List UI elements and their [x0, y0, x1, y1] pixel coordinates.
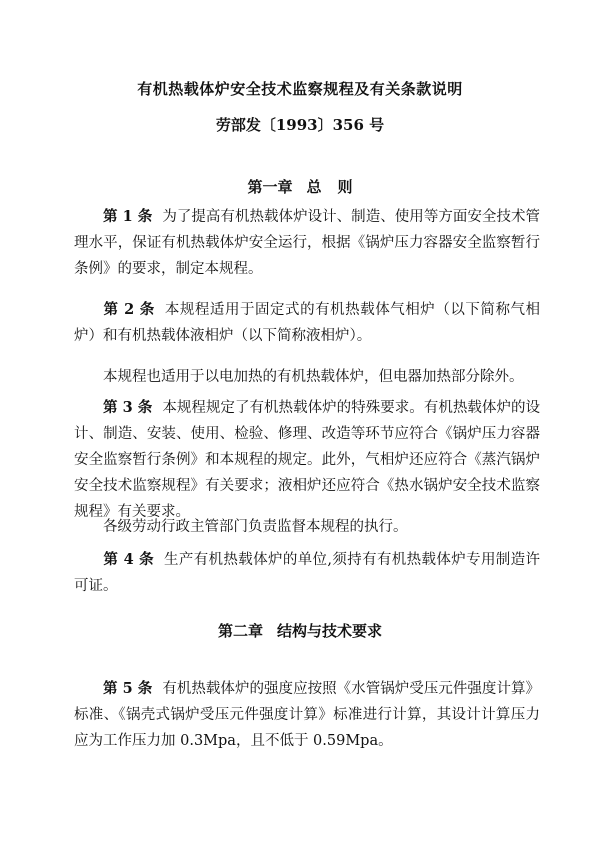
document-title: 有机热载体炉安全技术监察规程及有关条款说明: [137, 80, 463, 98]
article-number: 第 4 条: [103, 551, 154, 568]
article-text: 本规程规定了有机热载体炉的特殊要求。有机热载体炉的设计、制造、安装、使用、检验、修理、改造等环节应符合《锅炉压力容器安全监察暂行条例》和本规程的规定。此外，气相炉还应符合《蒸汽锅炉安全技术监察规程》有关要求；液相炉还应符合《热水锅炉安全技术监察规程》有关要求。: [74, 400, 541, 520]
article-number: 第 5 条: [103, 680, 153, 697]
article-text: 生产有机热载体炉的单位,须持有有机热载体炉专用制造许可证。: [74, 552, 541, 594]
article-paragraph: [74, 514, 540, 540]
article-text: 有机热载体炉的强度应按照《水管锅炉受压元件强度计算》标准、《锅壳式锅炉受压元件强度计算》标准进行计算，其设计计算压力应为工作压力加 0.3Mpa，且不低于 0.59Mpa。: [74, 681, 541, 749]
article-text: 为了提高有机热载体炉设计、制造、使用等方面安全技术管理水平，保证有机热载体炉安全运行，根据《锅炉压力容器安全监察暂行条例》的要求，制定本规程。: [74, 209, 541, 277]
article-paragraph: [74, 297, 540, 349]
article-paragraph: [74, 204, 540, 282]
article-number: 第 3 条: [103, 399, 153, 416]
article-text: 本规程适用于固定式的有机热载体气相炉（以下简称气相炉）和有机热载体液相炉（以下简称液相炉）。: [74, 302, 540, 344]
article-text: 各级劳动行政主管部门负责监督本规程的执行。: [103, 519, 408, 535]
article-paragraph: [74, 676, 540, 754]
chapter-number: 第一章: [247, 178, 293, 196]
chapter-name: 结构与技术要求: [277, 622, 383, 640]
document-number: 劳部发〔1993〕356 号: [215, 116, 385, 134]
article-text: 本规程也适用于以电加热的有机热载体炉，但电器加热部分除外。: [103, 369, 524, 385]
article-paragraph: [74, 364, 540, 390]
article-paragraph: [74, 395, 540, 525]
article-paragraph: [74, 547, 540, 599]
chapter-name: 总则: [306, 178, 369, 196]
article-number: 第 2 条: [103, 301, 155, 318]
chapter-number: 第二章: [217, 622, 263, 640]
chapter-heading: [0, 620, 600, 641]
article-number: 第 1 条: [103, 208, 153, 225]
chapter-heading: [0, 176, 600, 197]
